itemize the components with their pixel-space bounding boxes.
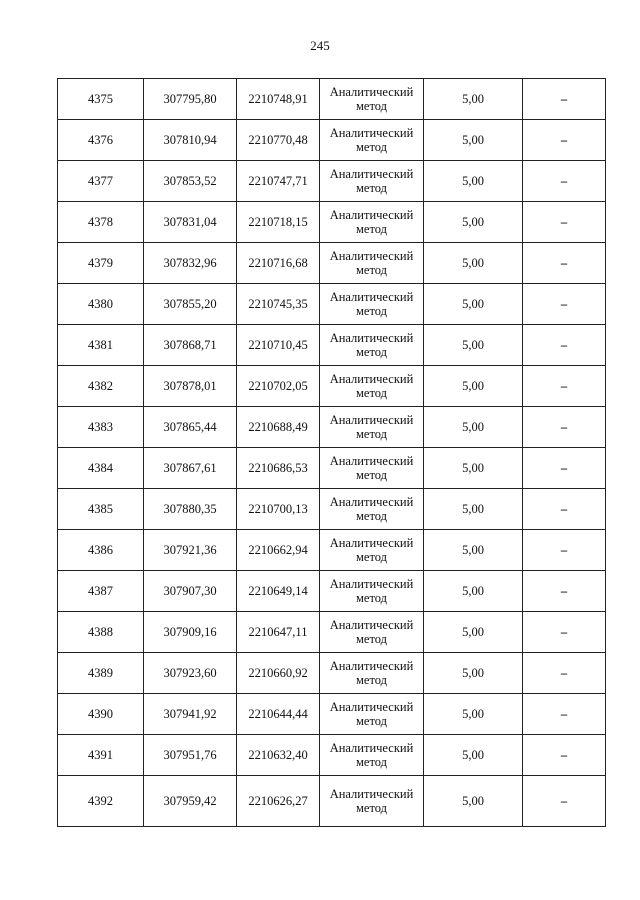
precision-cell: 5,00 [424,612,523,653]
method-line-2: метод [355,140,387,154]
point-number-cell: 4385 [58,489,144,530]
y-coordinate-cell: 2210662,94 [237,530,320,571]
x-coordinate-cell: 307868,71 [144,325,237,366]
precision-cell: 5,00 [424,325,523,366]
method-cell [320,366,424,407]
x-coordinate-cell: 307810,94 [144,120,237,161]
precision-cell: 5,00 [424,79,523,120]
table-row [58,653,606,694]
x-coordinate-cell: 307923,60 [144,653,237,694]
y-coordinate-cell: 2210644,44 [237,694,320,735]
precision-cell: 5,00 [424,448,523,489]
note-cell: – [523,694,606,735]
method-line-2: метод [355,263,387,277]
precision-cell: 5,00 [424,161,523,202]
table-row [58,448,606,489]
method-line-2: метод [355,714,387,728]
method-cell [320,530,424,571]
method-cell [320,571,424,612]
table-row [58,776,606,827]
x-coordinate-cell: 307878,01 [144,366,237,407]
precision-cell: 5,00 [424,776,523,827]
method-line-1: Аналитический [329,700,414,714]
precision-cell: 5,00 [424,407,523,448]
point-number-cell: 4387 [58,571,144,612]
method-line-2: метод [355,99,387,113]
table-row [58,571,606,612]
method-cell [320,202,424,243]
x-coordinate-cell: 307831,04 [144,202,237,243]
y-coordinate-cell: 2210745,35 [237,284,320,325]
table-row [58,407,606,448]
table-row [58,79,606,120]
method-cell [320,120,424,161]
method-cell [320,612,424,653]
table-row [58,366,606,407]
precision-cell: 5,00 [424,571,523,612]
x-coordinate-cell: 307907,30 [144,571,237,612]
y-coordinate-cell: 2210626,27 [237,776,320,827]
precision-cell: 5,00 [424,489,523,530]
point-number-cell: 4386 [58,530,144,571]
note-cell: – [523,366,606,407]
method-line-1: Аналитический [329,536,414,550]
method-line-2: метод [355,755,387,769]
table-row [58,325,606,366]
note-cell: – [523,79,606,120]
table-row [58,612,606,653]
method-line-1: Аналитический [329,787,414,801]
method-cell [320,243,424,284]
note-cell: – [523,284,606,325]
y-coordinate-cell: 2210632,40 [237,735,320,776]
x-coordinate-cell: 307921,36 [144,530,237,571]
note-cell: – [523,243,606,284]
method-line-1: Аналитический [329,659,414,673]
point-number-cell: 4382 [58,366,144,407]
point-number-cell: 4383 [58,407,144,448]
x-coordinate-cell: 307865,44 [144,407,237,448]
x-coordinate-cell: 307959,42 [144,776,237,827]
point-number-cell: 4392 [58,776,144,827]
method-line-1: Аналитический [329,167,414,181]
table-row [58,161,606,202]
precision-cell: 5,00 [424,530,523,571]
method-line-2: метод [355,304,387,318]
table-row [58,284,606,325]
method-line-1: Аналитический [329,495,414,509]
precision-cell: 5,00 [424,202,523,243]
note-cell: – [523,202,606,243]
method-line-2: метод [355,550,387,564]
table-row [58,120,606,161]
point-number-cell: 4389 [58,653,144,694]
y-coordinate-cell: 2210647,11 [237,612,320,653]
method-line-1: Аналитический [329,741,414,755]
method-line-1: Аналитический [329,372,414,386]
method-cell [320,79,424,120]
note-cell: – [523,407,606,448]
y-coordinate-cell: 2210716,68 [237,243,320,284]
point-number-cell: 4377 [58,161,144,202]
note-cell: – [523,530,606,571]
method-line-1: Аналитический [329,331,414,345]
note-cell: – [523,120,606,161]
point-number-cell: 4381 [58,325,144,366]
point-number-cell: 4378 [58,202,144,243]
precision-cell: 5,00 [424,653,523,694]
method-line-1: Аналитический [329,290,414,304]
method-line-2: метод [355,673,387,687]
method-line-1: Аналитический [329,126,414,140]
table-row [58,243,606,284]
method-line-1: Аналитический [329,249,414,263]
method-line-1: Аналитический [329,618,414,632]
note-cell: – [523,448,606,489]
x-coordinate-cell: 307941,92 [144,694,237,735]
method-line-1: Аналитический [329,413,414,427]
table-row [58,735,606,776]
y-coordinate-cell: 2210718,15 [237,202,320,243]
point-number-cell: 4380 [58,284,144,325]
x-coordinate-cell: 307795,80 [144,79,237,120]
y-coordinate-cell: 2210688,49 [237,407,320,448]
method-cell [320,407,424,448]
note-cell: – [523,735,606,776]
note-cell: – [523,571,606,612]
y-coordinate-cell: 2210710,45 [237,325,320,366]
point-number-cell: 4376 [58,120,144,161]
method-line-2: метод [355,181,387,195]
table-row [58,530,606,571]
note-cell: – [523,489,606,530]
y-coordinate-cell: 2210747,71 [237,161,320,202]
method-line-2: метод [355,591,387,605]
x-coordinate-cell: 307909,16 [144,612,237,653]
method-line-2: метод [355,801,387,815]
table-row [58,489,606,530]
page-number: 245 [310,38,330,53]
precision-cell: 5,00 [424,694,523,735]
method-cell [320,735,424,776]
precision-cell: 5,00 [424,243,523,284]
table-row [58,694,606,735]
y-coordinate-cell: 2210649,14 [237,571,320,612]
method-cell [320,284,424,325]
y-coordinate-cell: 2210770,48 [237,120,320,161]
precision-cell: 5,00 [424,284,523,325]
coordinates-table-body [58,79,606,827]
y-coordinate-cell: 2210660,92 [237,653,320,694]
precision-cell: 5,00 [424,120,523,161]
x-coordinate-cell: 307951,76 [144,735,237,776]
precision-cell: 5,00 [424,735,523,776]
point-number-cell: 4379 [58,243,144,284]
method-cell [320,653,424,694]
precision-cell: 5,00 [424,366,523,407]
method-cell [320,489,424,530]
coordinates-table [57,78,606,827]
method-line-1: Аналитический [329,454,414,468]
x-coordinate-cell: 307880,35 [144,489,237,530]
method-line-2: метод [355,222,387,236]
method-line-2: метод [355,632,387,646]
method-line-1: Аналитический [329,208,414,222]
x-coordinate-cell: 307867,61 [144,448,237,489]
method-line-2: метод [355,386,387,400]
method-line-2: метод [355,468,387,482]
point-number-cell: 4375 [58,79,144,120]
y-coordinate-cell: 2210748,91 [237,79,320,120]
x-coordinate-cell: 307832,96 [144,243,237,284]
note-cell: – [523,612,606,653]
point-number-cell: 4384 [58,448,144,489]
method-cell [320,694,424,735]
point-number-cell: 4391 [58,735,144,776]
y-coordinate-cell: 2210686,53 [237,448,320,489]
method-cell [320,776,424,827]
method-line-2: метод [355,427,387,441]
note-cell: – [523,161,606,202]
point-number-cell: 4390 [58,694,144,735]
method-line-1: Аналитический [329,85,414,99]
y-coordinate-cell: 2210700,13 [237,489,320,530]
method-line-1: Аналитический [329,577,414,591]
table-row [58,202,606,243]
method-line-2: метод [355,509,387,523]
y-coordinate-cell: 2210702,05 [237,366,320,407]
point-number-cell: 4388 [58,612,144,653]
note-cell: – [523,776,606,827]
x-coordinate-cell: 307853,52 [144,161,237,202]
method-line-2: метод [355,345,387,359]
note-cell: – [523,325,606,366]
method-cell [320,161,424,202]
note-cell: – [523,653,606,694]
method-cell [320,448,424,489]
method-cell [320,325,424,366]
x-coordinate-cell: 307855,20 [144,284,237,325]
